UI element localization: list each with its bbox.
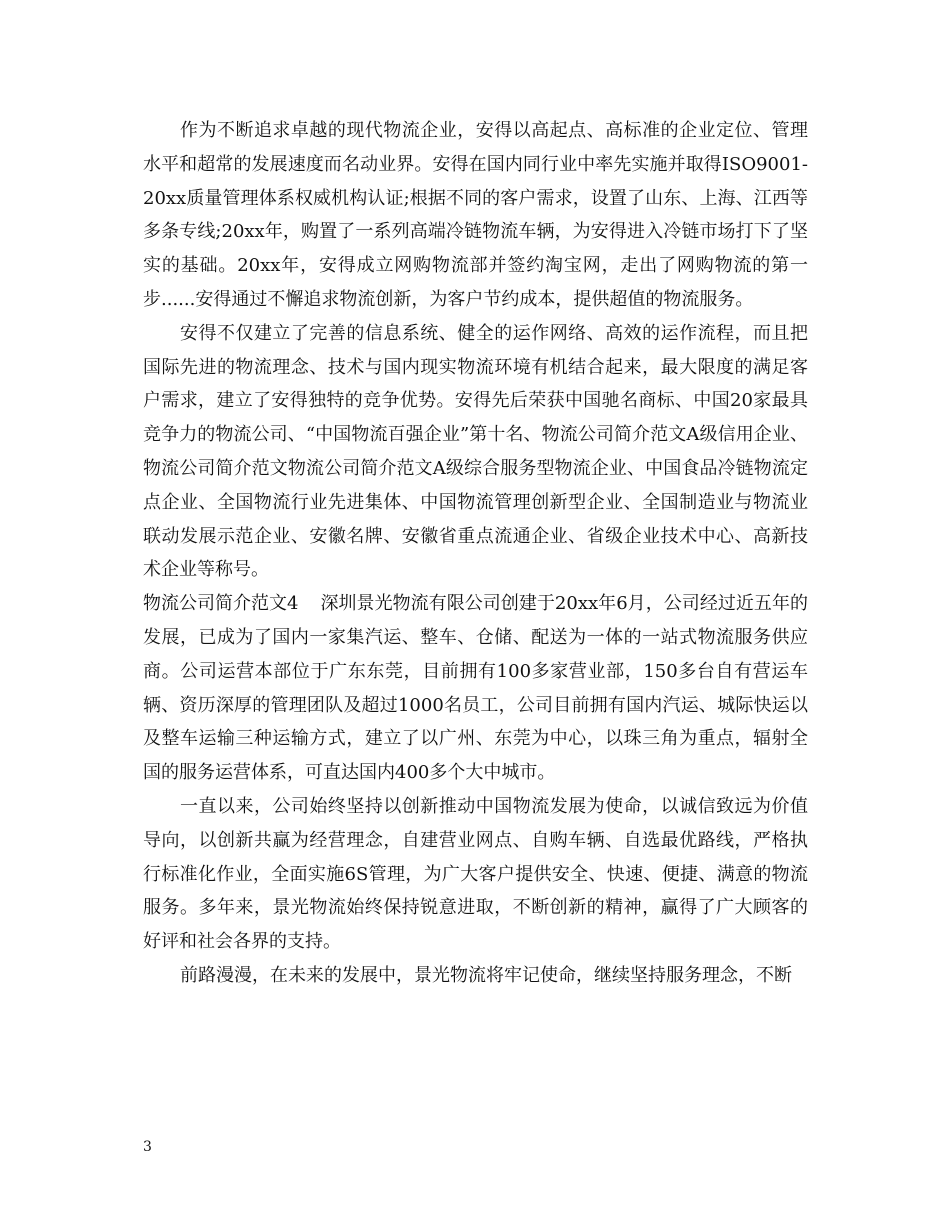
paragraph-jingguang-overview: 深圳景光物流有限公司创建于20xx年6月，公司经过近五年的发展，已成为了国内一家集汽运、整车、仓储、配送为一体的一站式物流服务供应商。公司运营本部位于广东东莞，目前拥有100多家营业部，150多台自有营运车辆、资历深厚的管理团队及超过1000名员工，公司目前拥有国内汽运、城际快运以及整车运输三种运输方式，建立了以广州、东莞为中心，以珠三角为重点，辐射全国的服务运营体系，可直达国内400多个大中城市。 <box>143 593 808 784</box>
page-number: 3 <box>143 1139 152 1155</box>
document-body <box>143 114 808 993</box>
section-heading: 物流公司简介范文4 <box>143 593 299 615</box>
section-jingguang-intro <box>143 587 808 790</box>
paragraph-jingguang-future: 前路漫漫，在未来的发展中，景光物流将牢记使命，继续坚持服务理念，不断 <box>180 964 792 986</box>
paragraph-jingguang-mission: 一直以来，公司始终坚持以创新推动中国物流发展为使命，以诚信致远为价值导向，以创新共赢为经营理念，自建营业网点、自购车辆、自选最优路线，严格执行标准化作业，全面实施6S管理，为广大客户提供安全、快速、便捷、满意的物流服务。多年来，景光物流始终保持锐意进取，不断创新的精神，赢得了广大顾客的好评和社会各界的支持。 <box>143 795 808 953</box>
paragraph-annto-honors: 安得不仅建立了完善的信息系统、健全的运作网络、高效的运作流程，而且把国际先进的物流理念、技术与国内现实物流环境有机结合起来，最大限度的满足客户需求，建立了安得独特的竞争优势。安得先后荣获中国驰名商标、中国20家最具竞争力的物流公司、“中国物流百强企业”第十名、物流公司简介范文A级信用企业、物流公司简介范文物流公司简介范文A级综合服务型物流企业、中国食品冷链物流定点企业、全国物流行业先进集体、中国物流管理创新型企业、全国制造业与物流业联动发展示范企业、安徽名牌、安徽省重点流通企业、省级企业技术中心、高新技术企业等称号。 <box>143 322 808 581</box>
paragraph-annto-innovation: 作为不断追求卓越的现代物流企业，安得以高起点、高标准的企业定位、管理水平和超常的发展速度而名动业界。安得在国内同行业中率先实施并取得ISO9001-20xx质量管理体系权威机构认证;根据不同的客户需求，设置了山东、上海、江西等多条专线;20xx年，购置了一系列高端冷链物流车辆，为安得进入冷链市场打下了坚实的基础。20xx年，安得成立网购物流部并签约淘宝网，走出了网购物流的第一步......安得通过不懈追求物流创新，为客户节约成本，提供超值的物流服务。 <box>143 120 808 310</box>
